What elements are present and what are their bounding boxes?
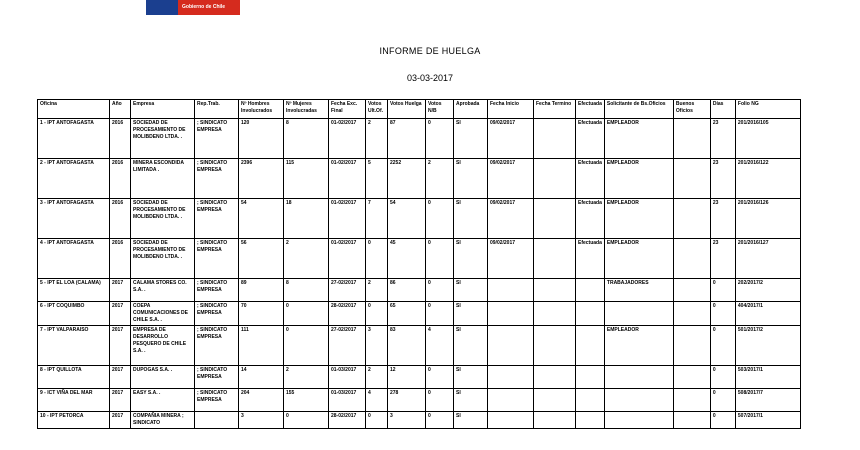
table-cell [534,199,576,239]
table-cell: COMPAÑIA MINERA ; SINDICATO [131,412,195,429]
table-cell: 0 [710,279,735,302]
logo-blue-block [146,0,178,15]
table-cell: 0 [426,366,454,389]
table-cell: 2396 [239,159,284,199]
table-cell: 2 [366,279,388,302]
table-cell: 0 [426,199,454,239]
table-cell: 201/2016/127 [735,239,800,279]
table-cell [576,279,605,302]
table-cell: ; SINDICATO EMPRESA [195,239,239,279]
column-header: Buenos Oficios [673,100,710,119]
table-cell: SOCIEDAD DE PROCESAMIENTO DE MOLIBDENO LTDA. . [131,239,195,279]
table-cell: 115 [284,159,329,199]
table-cell: 5 - IPT EL LOA (CALAMA) [38,279,110,302]
table-cell: 45 [388,239,426,279]
table-cell: 0 [710,412,735,429]
table-cell: 204 [239,389,284,412]
table-cell: 2016 [110,239,131,279]
column-header: Votos Huelga [388,100,426,119]
column-header: Rep.Trab. [195,100,239,119]
table-cell: 8 [284,119,329,159]
table-cell [673,389,710,412]
table-cell: 0 [710,389,735,412]
table-cell [576,366,605,389]
table-cell: 10 - IPT PETORCA [38,412,110,429]
table-cell: 0 [366,302,388,326]
table-cell: SOCIEDAD DE PROCESAMIENTO DE MOLIBDENO LTDA. . [131,199,195,239]
table-cell: 28-02/2017 [329,412,366,429]
table-cell [604,389,673,412]
table-cell: 2 [426,159,454,199]
table-cell: 2016 [110,199,131,239]
table-cell [576,389,605,412]
table-cell: EMPLEADOR [604,159,673,199]
table-cell: ; SINDICATO EMPRESA [195,279,239,302]
column-header: Solicitante de Bs.Oficios [604,100,673,119]
table-cell: ; SINDICATO EMPRESA [195,159,239,199]
table-cell: 0 [710,302,735,326]
table-cell: SOCIEDAD DE PROCESAMIENTO DE MOLIBDENO LTDA. . [131,119,195,159]
table-cell: 503/2017/1 [735,366,800,389]
column-header: Votos Ult.Of. [366,100,388,119]
table-cell: EMPRESA DE DESARROLLO PESQUERO DE CHILE S.A. . [131,326,195,366]
table-cell [576,302,605,326]
table-cell: 8 [284,279,329,302]
table-cell: Efectuada [576,239,605,279]
column-header: Nº Hombres Involucrados [239,100,284,119]
table-cell [604,366,673,389]
table-row [38,389,801,412]
table-cell: SI [454,326,488,366]
table-cell: ; SINDICATO EMPRESA [195,302,239,326]
table-cell: SI [454,119,488,159]
table-cell: EMPLEADOR [604,326,673,366]
table-cell: 2016 [110,119,131,159]
table-row [38,412,801,429]
table-row [38,119,801,159]
table-cell: 120 [239,119,284,159]
table-cell: 201/2016/122 [735,159,800,199]
table-cell: 8 - IPT QUILLOTA [38,366,110,389]
table-cell: 0 [710,366,735,389]
table-cell [534,279,576,302]
table-cell: ; SINDICATO EMPRESA [195,366,239,389]
table-cell: 507/2017/1 [735,412,800,429]
table-cell [534,326,576,366]
table-cell [488,389,534,412]
table-cell: EASY S.A. . [131,389,195,412]
table-cell [534,119,576,159]
table-cell: CALAMA STORES CO. S.A. . [131,279,195,302]
table-row [38,302,801,326]
table-cell: 27-02/2017 [329,279,366,302]
table-cell: 3 [388,412,426,429]
strike-report-table [37,99,801,429]
table-cell: 83 [388,326,426,366]
table-cell: 23 [710,199,735,239]
table-cell [488,366,534,389]
table-cell: 01-02/2017 [329,199,366,239]
table-cell: EMPLEADOR [604,199,673,239]
table-cell: 18 [284,199,329,239]
report-title: INFORME DE HUELGA [379,46,481,56]
table-cell: 23 [710,159,735,199]
table-cell: 65 [388,302,426,326]
table-cell: Efectuada [576,119,605,159]
table-cell: SI [454,279,488,302]
government-logo [146,0,240,15]
table-cell: 0 [710,326,735,366]
table-cell: 01-02/2017 [329,159,366,199]
table-cell: MINERA ESCONDIDA LIMITADA . [131,159,195,199]
table-cell: 9 - ICT VIÑA DEL MAR [38,389,110,412]
table-cell: EMPLEADOR [604,239,673,279]
table-cell: ; SINDICATO EMPRESA [195,326,239,366]
table-cell: 01-03/2017 [329,366,366,389]
table-cell [673,119,710,159]
table-cell [534,366,576,389]
column-header: Efectuada [576,100,605,119]
table-cell [488,326,534,366]
table-cell: Efectuada [576,159,605,199]
table-cell: 4 [366,389,388,412]
table-cell: 2017 [110,366,131,389]
table-cell [673,199,710,239]
column-header: Oficina [38,100,110,119]
table-cell: 01-03/2017 [329,389,366,412]
table-cell: 27-02/2017 [329,326,366,366]
table-cell [673,302,710,326]
table-cell [576,326,605,366]
table-cell: 0 [426,239,454,279]
table-cell [534,412,576,429]
table-cell: 7 [366,199,388,239]
table-cell [488,412,534,429]
table-cell: 23 [710,239,735,279]
table-cell: EMPLEADOR [604,119,673,159]
table-cell: 4 [426,326,454,366]
table-row [38,279,801,302]
table-cell: 23 [710,119,735,159]
table-cell: 2017 [110,302,131,326]
table-cell: 0 [366,412,388,429]
table-cell: 3 - IPT ANTOFAGASTA [38,199,110,239]
column-header: Fecha Inicio [488,100,534,119]
table-cell: 14 [239,366,284,389]
table-cell: 09/02/2017 [488,239,534,279]
column-header: Aprobada [454,100,488,119]
table-cell: ; SINDICATO EMPRESA [195,119,239,159]
table-cell: 1 - IPT ANTOFAGASTA [38,119,110,159]
table-cell: 111 [239,326,284,366]
table-header-row [38,100,801,119]
table-cell: 2252 [388,159,426,199]
table-cell [488,279,534,302]
table-cell [673,239,710,279]
table-cell: 0 [426,412,454,429]
table-cell [673,326,710,366]
table-cell: ; SINDICATO EMPRESA [195,389,239,412]
table-cell [534,302,576,326]
table-cell: SI [454,239,488,279]
table-cell [604,412,673,429]
table-cell: SI [454,366,488,389]
table-cell: SI [454,302,488,326]
table-cell: 0 [284,326,329,366]
table-cell: 2017 [110,389,131,412]
table-row [38,239,801,279]
table-cell: 3 [366,326,388,366]
column-header: Folio NG [735,100,800,119]
table-cell: 87 [388,119,426,159]
table-cell: 2017 [110,279,131,302]
table-cell [673,412,710,429]
table-cell [534,159,576,199]
logo-text: Gobierno de Chile [178,0,240,15]
table-cell: 0 [366,239,388,279]
table-cell: 2 - IPT ANTOFAGASTA [38,159,110,199]
table-row [38,326,801,366]
table-cell [534,239,576,279]
table-cell: 89 [239,279,284,302]
table-cell [604,302,673,326]
table-cell: SI [454,412,488,429]
table-cell: SI [454,159,488,199]
table-cell: 201/2016/126 [735,199,800,239]
report-date: 03-03-2017 [406,73,454,83]
table-cell: 54 [388,199,426,239]
table-cell: SI [454,389,488,412]
table-cell: 202/2017/2 [735,279,800,302]
table-cell: 2017 [110,326,131,366]
table-cell: 56 [239,239,284,279]
table-cell: 3 [239,412,284,429]
table-cell: 09/02/2017 [488,199,534,239]
table-cell: 0 [426,302,454,326]
table-cell: 09/02/2017 [488,119,534,159]
table-cell: 86 [388,279,426,302]
table-cell [534,389,576,412]
table-cell: 01-02/2017 [329,239,366,279]
table-cell: ; SINDICATO EMPRESA [195,199,239,239]
table-cell: 508/2017/7 [735,389,800,412]
table-cell: 2 [284,239,329,279]
table-cell [576,412,605,429]
column-header: Votos N/B [426,100,454,119]
table-cell: 09/02/2017 [488,159,534,199]
table-cell [673,366,710,389]
table-row [38,159,801,199]
table-cell: 2 [366,366,388,389]
table-cell: 5 [366,159,388,199]
table-cell: 4 - IPT ANTOFAGASTA [38,239,110,279]
table-cell: 28-02/2017 [329,302,366,326]
table-cell [673,159,710,199]
table-cell: COEPA COMUNICACIONES DE CHILE S.A. . [131,302,195,326]
column-header: Días [710,100,735,119]
table-cell: 2 [284,366,329,389]
table-cell: 01-02/2017 [329,119,366,159]
table-cell: TRABAJADORES [604,279,673,302]
table-cell: 0 [284,412,329,429]
table-cell: 54 [239,199,284,239]
table-cell: 404/2017/1 [735,302,800,326]
table-cell: 278 [388,389,426,412]
table-cell [195,412,239,429]
table-cell: 6 - IPT COQUIMBO [38,302,110,326]
table-cell: 155 [284,389,329,412]
table-cell: 2017 [110,412,131,429]
table-cell: 70 [239,302,284,326]
table-row [38,199,801,239]
column-header: Año [110,100,131,119]
table-cell: 201/2016/105 [735,119,800,159]
table-cell: 0 [284,302,329,326]
table-cell: DUPOGAS S.A. . [131,366,195,389]
table-cell: SI [454,199,488,239]
table-row [38,366,801,389]
table-cell: Efectuada [576,199,605,239]
table-cell: 0 [426,389,454,412]
table-cell [673,279,710,302]
table-cell [488,302,534,326]
column-header: Empresa [131,100,195,119]
table-cell: 7 - IPT VALPARAISO [38,326,110,366]
table-cell: 0 [426,119,454,159]
column-header: Fecha Exc. Final [329,100,366,119]
table-cell: 2016 [110,159,131,199]
column-header: Fecha Termino [534,100,576,119]
table-cell: 0 [426,279,454,302]
table-cell: 12 [388,366,426,389]
column-header: Nº Mujeres Involucradas [284,100,329,119]
table-cell: 2 [366,119,388,159]
table-cell: 501/2017/2 [735,326,800,366]
